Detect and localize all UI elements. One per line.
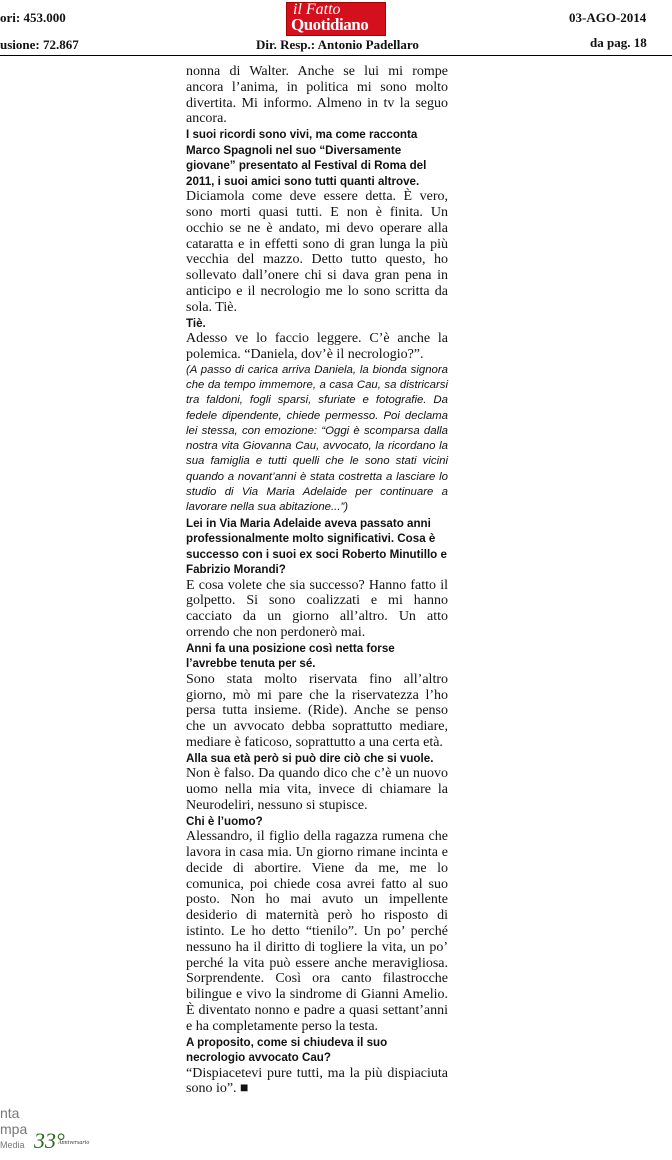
interview-question: Alla sua età però si può dire ciò che si vuole. [186, 751, 434, 765]
anniversary-number: 33° [34, 1128, 65, 1153]
interview-answer: E cosa volete che sia successo? Hanno fatto il golpetto. Si sono coalizzati e mi hanno cacciato da un giorno all’altro. Un atto orrendo che non perdonerò mai. [186, 577, 448, 641]
logo-top-text: il Fatto [293, 1, 341, 18]
interview-question: Anni fa una posizione così netta forse l’avrebbe tenuta per sé. [186, 641, 395, 671]
publication-date: 03-AGO-2014 [569, 10, 647, 25]
interview-answer: Non è falso. Da quando dico che c’è un nuovo uomo nella mia vita, invece di chiamare la Neurodeliri, nessuno si stupisce. [186, 766, 448, 813]
interview-question: Lei in Via Maria Adelaide aveva passato anni professionalmente molto significativi. Cosa è successo con i suoi ex soci Roberto Minutillo e Fabrizio Morandi? [186, 516, 447, 577]
interview-answer: nonna di Walter. Anche se lui mi rompe ancora l’anima, in politica mi sono molto divertita. Mi informo. Almeno in tv la seguo ancora. [186, 64, 448, 127]
interview-question: I suoi ricordi sono vivi, ma come racconta Marco Spagnoli nel suo “Diversamente giovane” presentato al Festival di Roma del 2011, i suoi amici sono tutti quanti altrove. [186, 128, 427, 188]
editor-in-chief: Dir. Resp.: Antonio Padellaro [256, 37, 419, 52]
interview-answer: Adesso ve lo faccio leggere. C’è anche la polemica. “Daniela, dov’è il necrologio?”. [186, 331, 448, 362]
anniversary-word: Anniversario [58, 1140, 90, 1146]
article-column [186, 64, 448, 1097]
footer-line-3: Media [0, 1140, 25, 1150]
circulation-figure: usione: 72.867 [0, 37, 79, 52]
footer-line-2: mpa [0, 1121, 28, 1137]
press-agency-logo [0, 1105, 160, 1160]
narrative-aside: (A passo di carica arriva Daniela, la bionda signora che da tempo immemore, a casa Cau, sa districarsi tra faldoni, fogli sparsi, sfuriate e fotografie. Da fedele dipendente, chiede permesso. Poi declama lei stessa, con emozione: “Oggi è scomparsa dalla nostra vita Giovanna Cau, avvocato, la ricordano la sua famiglia e tutti quelli che le sono stati vicini quando a novant’anni è stata costretta a lasciare lo studio di Via Maria Adelaide per continuare a lavorare nella sua abitazione...”) [186, 363, 448, 514]
interview-question: Tiè. [186, 316, 206, 330]
footer-line-1: nta [0, 1105, 20, 1121]
header-divider [0, 55, 672, 56]
logo-bottom-text: Quotidiano [291, 15, 369, 34]
interview-question: Chi è l’uomo? [186, 814, 263, 828]
interview-answer: “Dispiacetevi pure tutti, ma la più dispiaciuta sono io”. ■ [186, 1065, 448, 1097]
interview-answer: Diciamola come deve essere detta. È vero, sono morti quasi tutti. E non è finita. Un occhio se ne è andato, mi devo operare alla cataratta e in effetti sono di gran lunga la più vecchia del mazzo. Detto tutto questo, ho sollevato dall’onere chi si dava gran pena in anticipo e il necrologio me lo sono scritta da sola. Tiè. [186, 189, 448, 315]
interview-question: A proposito, come si chiudeva il suo necrologio avvocato Cau? [186, 1035, 388, 1065]
newspaper-logo [286, 2, 386, 36]
readership-figure: ori: 453.000 [0, 10, 66, 25]
interview-answer: Alessandro, il figlio della ragazza rumena che lavora in casa mia. Un giorno rimane incinta e decide di abortire. Viene da me, me lo comunica, poi chiede cosa avrei fatto al suo posto. Non ho mai avuto un impellente desiderio di maternità però ho risposto di istinto. Le ho detto “tienilo”. Un po’ perché nessuno ha il diritto di togliere la vita, un po’ perché la vita può essere anche meravigliosa. Sorprendente. Così ora canto filastrocche bilingue e vivo la sindrome di Gianni Amelio. È diventato nonno e padre a quasi settant’anni e ha completamente perso la testa. [186, 829, 448, 1034]
interview-answer: Sono stata molto riservata fino all’altro giorno, mò mi pare che la riservatezza l’ho persa tutta insieme. (Ride). Anche se penso che un avvocato debba soprattutto mediare, mediare è faticoso, soprattutto a una certa età. [186, 671, 448, 750]
page-reference: da pag. 18 [590, 35, 647, 50]
